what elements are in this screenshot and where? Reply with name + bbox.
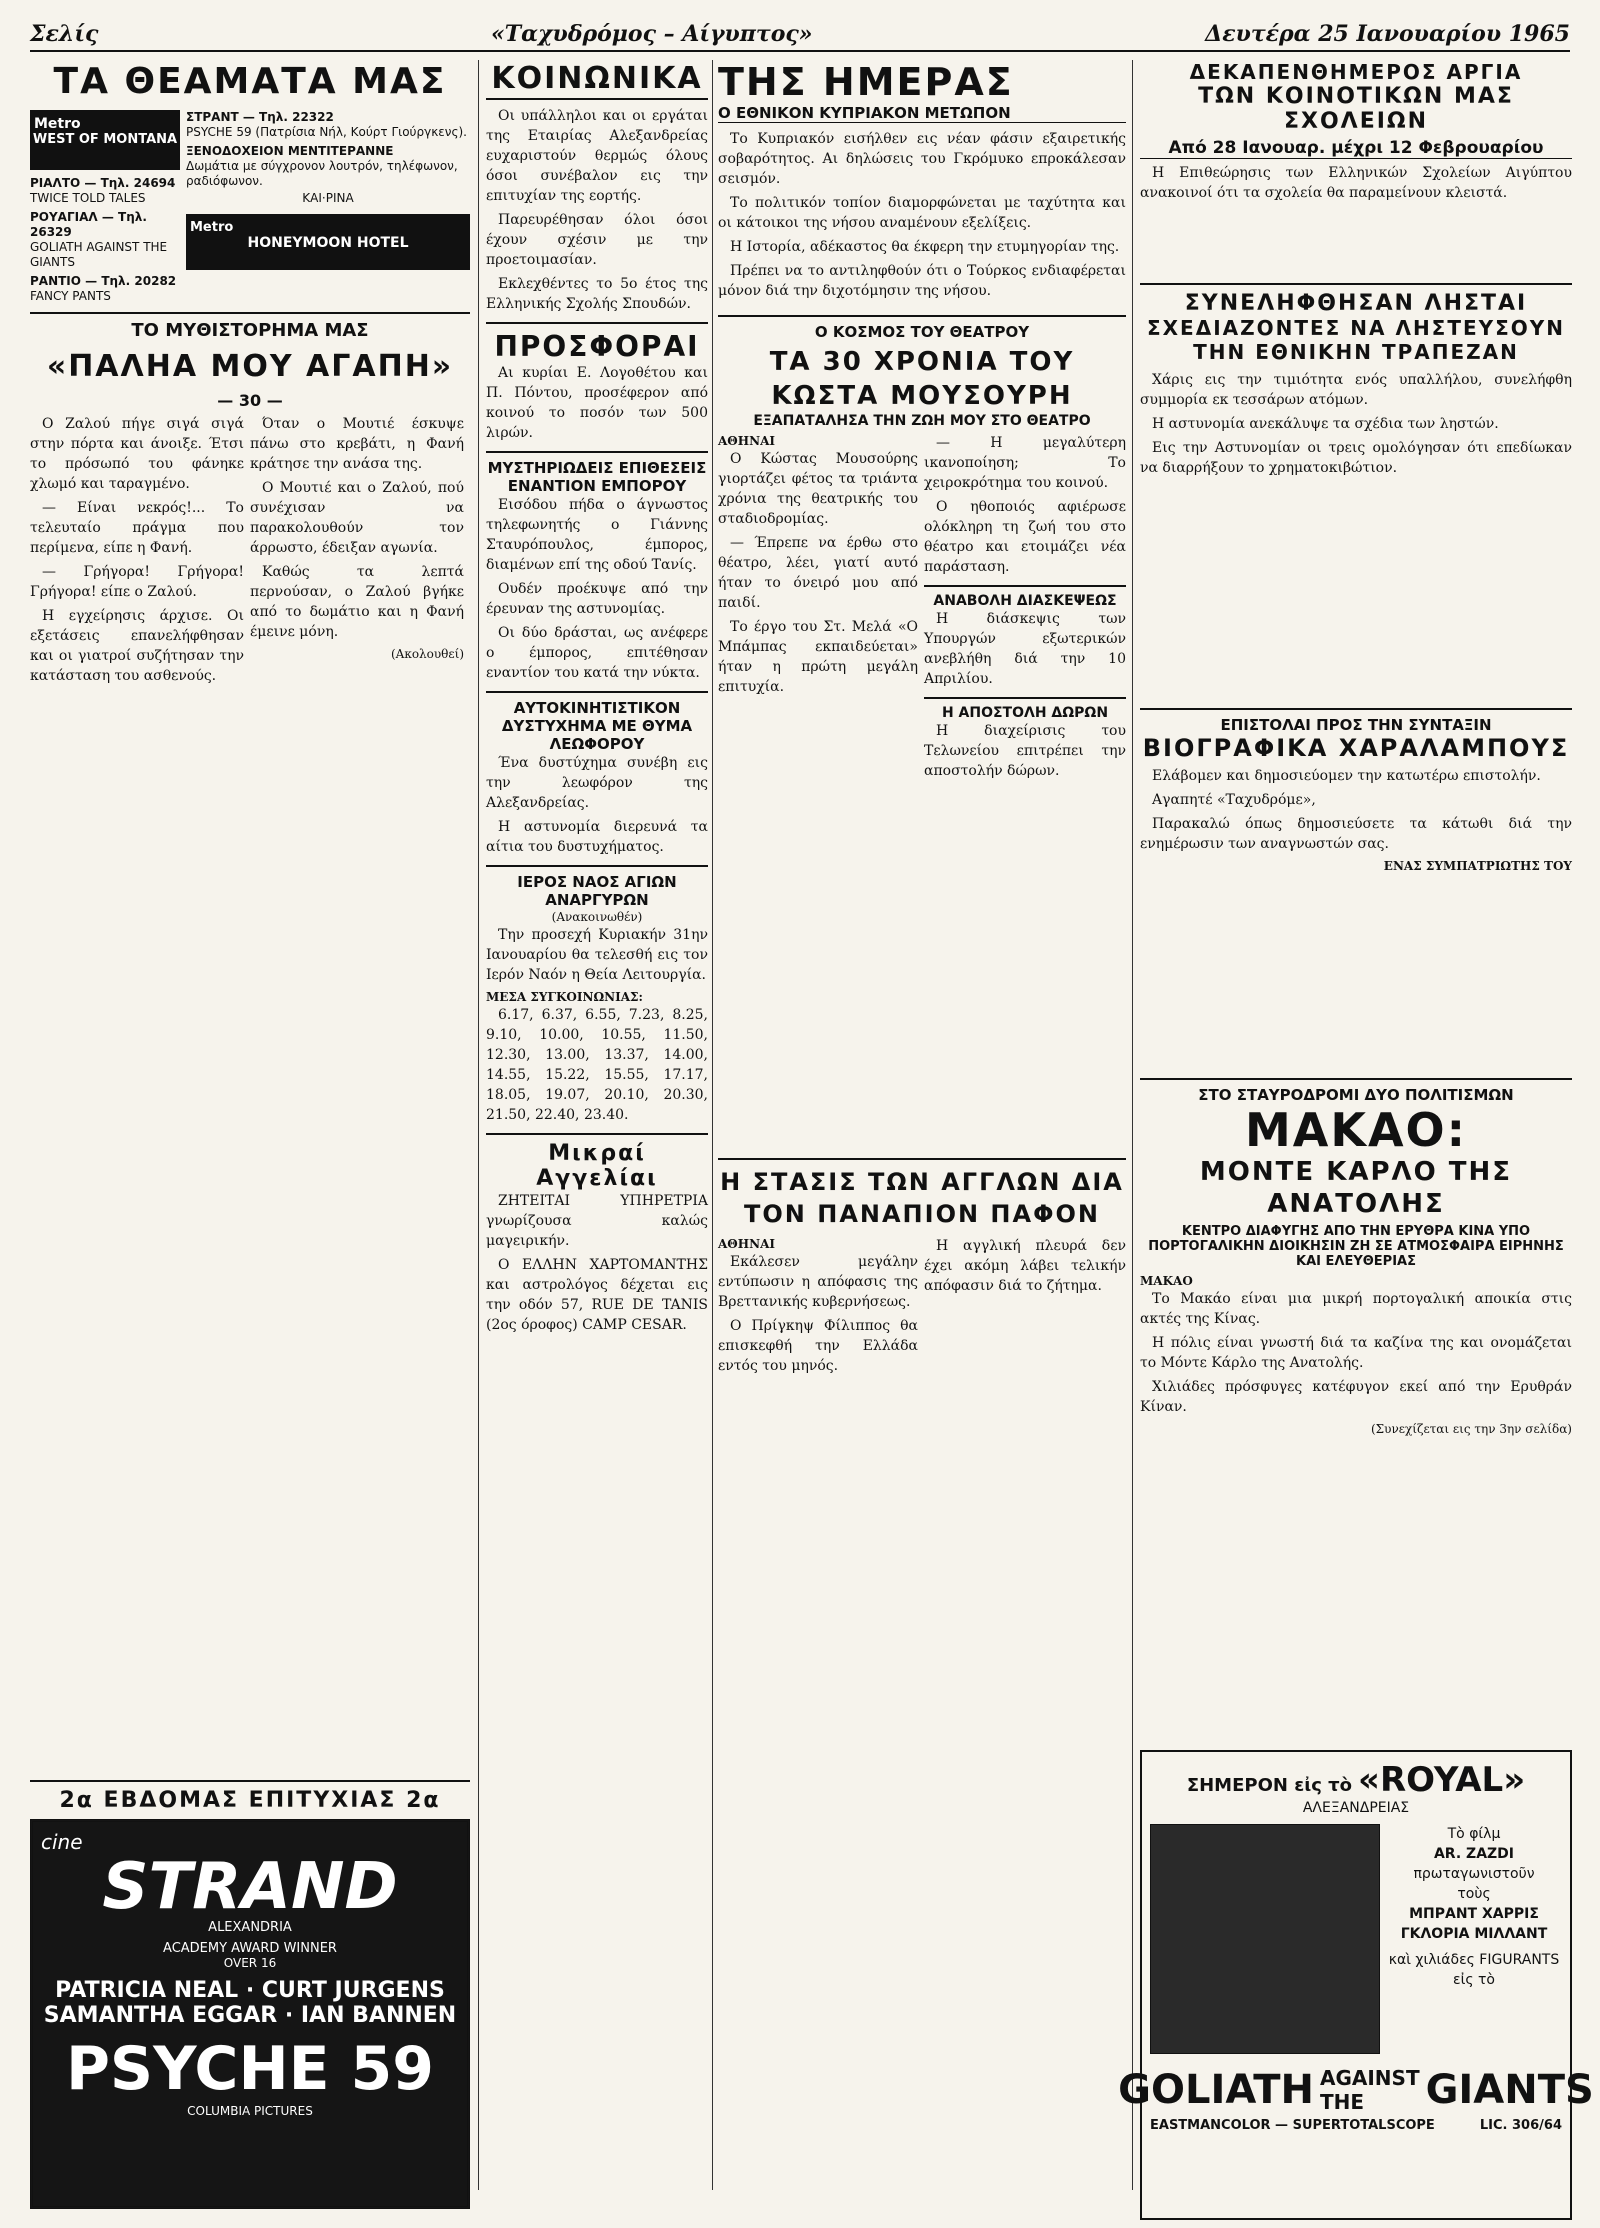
macao-paragraph: Το Μακάο είναι μια μικρή πορτογαλική αποικία στις ακτές της Κίνας. (1140, 1291, 1572, 1327)
day-paragraph: Το πολιτικόν τοπίον διαμορφώνεται με ταχύτητα και οι κάτοικοι της νήσου αναμένουν εξελίξεις. (718, 195, 1126, 231)
day-paragraph: Το Κυπριακόν εισήλθεν εις νέαν φάσιν εξαιρετικής σοβαρότητος. Αι δηλώσεις του Γκρόμυκο επροκάλεσαν σεισμόν. (718, 131, 1126, 187)
letters-label: ΕΠΙΣΤΟΛΑΙ ΠΡΟΣ ΤΗΝ ΣΥΝΤΑΞΙΝ (1220, 716, 1492, 734)
novel-installment: — 30 — (217, 391, 283, 410)
royal-star-1: ΜΠΡΑΝΤ ΧΑΡΡΙΣ (1409, 1906, 1539, 1922)
macao-headline-2: ΜΟΝΤΕ ΚΑΡΛΟ ΤΗΣ ΑΝΑΤΟΛΗΣ (1199, 1157, 1513, 1219)
dateline: ΑΘΗΝΑΙ (718, 434, 775, 448)
theatre-subheadline: ΕΞΑΠΑΤΑΛΗΣΑ ΤΗΝ ΖΩΗ ΜΟΥ ΣΤΟ ΘΕΑΤΡΟ (753, 413, 1091, 429)
royal-film-label: Τὸ φίλμ (1447, 1826, 1501, 1842)
day-title: ΤΗΣ ΗΜΕΡΑΣ (718, 60, 1014, 104)
macao-paragraph: Η πόλις είναι γνωστή διά τα καζίνα της και ονομάζεται το Μόντε Κάρλο της Ανατολής. (1140, 1335, 1572, 1371)
robbers-paragraph: Χάρις εις την τιμιότητα ενός υπαλλήλου, συνελήφθη συμμορία εκ τεσσάρων ατόμων. (1140, 372, 1572, 408)
letters-paragraph: Παρακαλώ όπως δημοσιεύσετε τα κάτωθι διά την ενημέρωσιν των αναγνωστών σας. (1140, 816, 1572, 852)
novel-paragraph: Η εγχείρησις άρχισε. Οι εξετάσεις επανελήφθησαν και οι γιατροί συζήτησαν την κατάσταση του ασθενούς. (30, 608, 244, 684)
royal-who: τοὺς (1457, 1886, 1491, 1902)
mystery-paragraph: Εισόδου πήδα ο άγνωστος τηλεφωνητής ο Γιάννης Σταυρόπουλος, έμπορος, διαμένων επί της οδού Τανίς. (486, 497, 708, 573)
strand-logo: STRAND (102, 1850, 398, 1924)
honeymoon-title: HONEYMOON HOTEL (247, 235, 409, 251)
age-rating: OVER 16 (223, 1956, 277, 1970)
holiday-headline: ΔΕΚΑΠΕΝΘΗΜΕΡΟΣ ΑΡΓΙΑ (1189, 60, 1523, 84)
stasis-paragraph: Η αγγλική πλευρά δεν έχει ακόμη λάβει τελικήν απόφασιν διά το ζήτημα. (924, 1238, 1126, 1294)
theatre-paragraph: — Η μεγαλύτερη ικανοποίηση; Το χειροκρότημα του κοινού. (924, 435, 1126, 491)
gifts-headline: Η ΑΠΟΣΤΟΛΗ ΔΩΡΩΝ (924, 697, 1126, 721)
novel-label: ΤΟ ΜΥΘΙΣΤΟΡΗΜΑ ΜΑΣ (131, 320, 369, 341)
accident-paragraph: Η αστυνομία διερευνά τα αίτια του δυστυχήματος. (486, 819, 708, 855)
novel-title: «ΠΑΛΗΑ ΜΟΥ ΑΓΑΠΗ» (46, 349, 454, 384)
psyche-59-title: PSYCHE 59 (65, 2034, 435, 2104)
novel-paragraph: — Είναι νεκρός!... Το τελευταίο πράγμα που περίμενα, είπε η Φανή. (30, 500, 244, 556)
metro-film-title: WEST OF MONTANA (32, 132, 178, 147)
license-number: LIC. 306/64 (1479, 2118, 1562, 2133)
metro-logo: Metro (34, 116, 81, 132)
robbers-paragraph: Η αστυνομία ανεκάλυψε τα σχέδια των ληστών. (1152, 416, 1499, 432)
macao-headline: ΜΑΚΑΟ: (1244, 1103, 1468, 1157)
issue-date: Δευτέρα 25 Ιανουαρίου 1965 (1205, 21, 1570, 47)
cast-line-1: PATRICIA NEAL · CURT JURGENS (55, 1978, 445, 2003)
royal-extras: καὶ χιλιάδες FIGURANTS εἰς τὸ (1388, 1952, 1560, 1988)
against-label: AGAINST THE (1319, 2066, 1420, 2114)
novel-paragraph: Καθώς τα λεπτά περνούσαν, ο Ζαλού βγήκε από το δωμάτιο και η Φανή έμεινε μόνη. (250, 564, 464, 640)
robbers-headline: ΣΥΝΕΛΗΦΘΗΣΑΝ ΛΗΣΤΑΙ (1184, 291, 1528, 316)
royal-label: ΡΟΥΑΓΙΑΛ — Τηλ. 26329 (30, 210, 147, 239)
royal-film: GOLIATH AGAINST THE GIANTS (30, 240, 168, 269)
mystery-headline: ΜΥΣΤΗΡΙΩΔΕΙΣ ΕΠΙΘΕΣΕΙΣ ΕΝΑΝΤΙΟΝ ΕΜΠΟΡΟΥ (486, 451, 708, 495)
macao-subheadline: ΚΕΝΤΡΟ ΔΙΑΦΥΓΗΣ ΑΠΟ ΤΗΝ ΕΡΥΘΡΑ ΚΙΝΑ ΥΠΟ ΠΟΡΤΟΓΑΛΙΚΗΝ ΔΙΟΙΚΗΣΙΝ ΖΗ ΣΕ ΑΤΜΟΣΦΑΙΡΑ ΕΙΡΗΝΗΣ ΚΑΙ ΕΛΕΥΘΕΡΙΑΣ (1148, 1224, 1564, 1269)
novel-paragraph: Όταν ο Μουτιέ έσκυψε πάνω στο κρεβάτι, η Φανή κράτησε την ανάσα της. (250, 416, 464, 472)
church-subtitle: (Ανακοινωθέν) (551, 910, 643, 924)
column-1 (30, 60, 470, 2220)
strand-cinema-ad (30, 1819, 470, 2209)
church-paragraph: Την προσεχή Κυριακήν 31ην Ιανουαρίου θα τελεσθή εις τον Ιερόν Ναόν η Θεία Λειτουργία. (486, 927, 708, 983)
accident-paragraph: Ένα δυστύχημα συνέβη εις την λεωφόρον της Αλεξανδρείας. (486, 755, 708, 811)
dateline: ΜΑΚΑΟ (1140, 1274, 1193, 1288)
cast-line-2: SAMANTHA EGGAR · IAN BANNEN (43, 2003, 457, 2028)
holiday-dates: Από 28 Ιανουαρ. μέχρι 12 Φεβρουαρίου (1140, 138, 1572, 159)
dateline: ΑΘΗΝΑΙ (718, 1237, 775, 1251)
page-header (30, 18, 1570, 52)
social-paragraph: Οι υπάλληλοι και οι εργάται της Εταιρίας Αλεξανδρείας ευχαριστούν θερμώς όλους όσοι συνέβαλον εις την επιτυχίαν της εορτής. (486, 108, 708, 204)
social-paragraph: Εκλεχθέντες το 5ο έτος της Ελληνικής Σχολής Σπουδών. (486, 276, 708, 312)
hotel-text: Δωμάτια με σύγχρονον λουτρόν, τηλέφωνον, ραδιόφωνον. (186, 159, 458, 188)
accident-headline: ΑΥΤΟΚΙΝΗΤΙΣΤΙΚΟΝ ΔΥΣΤΥΧΗΜΑ ΜΕ ΘΥΜΑ ΛΕΩΦΟΡΟΥ (486, 691, 708, 753)
giants-title: GIANTS (1425, 2067, 1594, 2113)
theatre-paragraph: Ο Κώστας Μουσούρης γιορτάζει φέτος τα τριάντα χρόνια της θεατρικής του σταδιοδρομίας. (718, 451, 918, 527)
theatre-section-label: Ο ΚΟΣΜΟΣ ΤΟΥ ΘΕΑΤΡΟΥ (814, 323, 1030, 341)
radio-label: ΡΑΝΤΙΟ — Τηλ. 20282 (30, 274, 177, 288)
film-format: EASTMANCOLOR — SUPERTOTALSCOPE (1150, 2118, 1435, 2133)
academy-award-text: ACADEMY AWARD WINNER (163, 1941, 337, 1956)
novel-paragraph: Ο Μουτιέ και ο Ζαλού, πού συνέχισαν να παρακολουθούν τον άρρωστο, έδειξαν αγωνία. (250, 480, 464, 556)
church-headline: ΙΕΡΟΣ ΝΑΟΣ ΑΓΙΩΝ ΑΝΑΡΓΥΡΩΝ (486, 865, 708, 909)
macao-continued: (Συνεχίζεται εις την 3ην σελίδα) (1371, 1422, 1572, 1436)
rialto-film: TWICE TOLD TALES (30, 191, 146, 205)
letters-signature: ΕΝΑΣ ΣΥΜΠΑΤΡΙΩΤΗΣ ΤΟΥ (1383, 859, 1572, 873)
stasis-paragraph: Ο Πρίγκηψ Φίλιππος θα επισκεφθή την Ελλάδα εντός του μηνός. (718, 1318, 918, 1374)
postpone-headline: ΑΝΑΒΟΛΗ ΔΙΑΣΚΕΨΕΩΣ (924, 585, 1126, 609)
offers-paragraph: Αι κυρίαι Ε. Λογοθέτου και Π. Πόντου, προσέφερον από κοινού το ποσόν των 500 λιρών. (486, 365, 708, 441)
column-4 (1118, 60, 1594, 2220)
honeymoon-ad (186, 214, 470, 270)
strand-label: ΣΤΡΑΝΤ — Τηλ. 22322 (186, 110, 334, 124)
macao-paragraph: Χιλιάδες πρόσφυγες κατέφυγον εκεί από την Ερυθράν Κίναν. (1140, 1379, 1572, 1415)
transport-label: ΜΕΣΑ ΣΥΓΚΟΙΝΩΝΙΑΣ: (486, 990, 643, 1004)
novel-continued: (Ακολουθεί) (390, 647, 464, 661)
classified-ad: ΖΗΤΕΙΤΑΙ ΥΠΗΡΕΤΡΙΑ γνωρίζουσα καλώς μαγειρικήν. (486, 1193, 708, 1249)
theatres-title: ΤΑ ΘΕΑΜΑΤΑ ΜΑΣ (53, 61, 447, 102)
distributor-label: COLUMBIA PICTURES (187, 2104, 313, 2118)
postpone-paragraph: Η διάσκεψις των Υπουργών εξωτερικών ανεβλήθη διά την 10 Απριλίου. (924, 611, 1126, 687)
day-paragraph: Πρέπει να το αντιληφθούν ότι ο Τούρκος ενδιαφέρεται μόνον διά την διχοτόμησιν της νήσου. (718, 263, 1126, 299)
royal-today: ΣΗΜΕΡΟΝ εἰς τὸ (1186, 1775, 1353, 1796)
radio-film: FANCY PANTS (30, 289, 111, 303)
stasis-paragraph: Εκάλεσεν μεγάλην εντύπωσιν η απόφασις της Βρεττανικής κυβερνήσεως. (718, 1254, 918, 1310)
day-paragraph: Η Ιστορία, αδέκαστος θα έκφερη την ετυμηγορίαν της. (730, 239, 1120, 255)
letters-headline: ΒΙΟΓΡΑΦΙΚΑ ΧΑΡΑΛΑΜΠΟΥΣ (1142, 734, 1570, 762)
royal-cinema-ad (1118, 1750, 1594, 2220)
royal-name: «ROYAL» (1358, 1760, 1526, 1800)
royal-starring: πρωταγωνιστοῦν (1413, 1866, 1535, 1882)
letters-paragraph: Ελάβομεν και δημοσιεύομεν την κατωτέρω επιστολήν. (1152, 768, 1541, 784)
day-subtitle: Ο ΕΘΝΙΚΟΝ ΚΥΠΡΙΑΚΟΝ ΜΕΤΩΠΟΝ (718, 104, 1126, 123)
social-paragraph: Παρευρέθησαν όλοι όσοι έχουν σχέσιν με την προετοιμασίαν. (486, 212, 708, 268)
theatre-paragraph: — Έπρεπε να έρθω στο θέατρο, λέει, γιατί αυτό ήταν το όνειρό μου από παιδί. (718, 535, 918, 611)
offers-title: ΠΡΟΣΦΟΡΑΙ (486, 322, 708, 363)
holiday-headline-2: ΤΩΝ ΚΟΙΝΟΤΙΚΩΝ ΜΑΣ ΣΧΟΛΕΙΩΝ (1198, 84, 1514, 134)
rialto-label: ΡΙΑΛΤΟ — Τηλ. 24694 (30, 176, 176, 190)
column-2 (486, 60, 708, 2220)
royal-star-2: ΓΚΛΟΡΙΑ ΜΙΛΛΑΝΤ (1400, 1926, 1548, 1942)
classified-ad: Ο ΕΛΛΗΝ ΧΑΡΤΟΜΑΝΤΗΣ και αστρολόγος δέχεται εις την οδόν 57, RUE DE TANIS (2ος όροφος) CAMP CESAR. (486, 1257, 708, 1333)
poster-illustration (1150, 1824, 1380, 2054)
theatre-paragraph: Το έργο του Στ. Μελά «Ο Μπάμπας εκπαιδεύεται» ήταν η πρώτη μεγάλη επιτυχία. (718, 619, 918, 695)
metro-logo: Metro (190, 220, 234, 235)
stasis-headline: Η ΣΤΑΣΙΣ ΤΩΝ ΑΓΓΛΩΝ ΔΙΑ ΤΟΝ ΠΑΝΑΠΙΟΝ ΠΑΦΟΝ (720, 1168, 1124, 1228)
column-rule (712, 60, 713, 2190)
robbers-headline-2: ΣΧΕΔΙΑΖΟΝΤΕΣ ΝΑ ΛΗΣΤΕΥΣΟΥΝ (1146, 316, 1566, 340)
strand-film: PSYCHE 59 (Πατρίσια Νήλ, Κούρτ Γιούργκενς). (186, 125, 467, 139)
cine-label: cine (41, 1830, 83, 1854)
royal-city: ΑΛΕΞΑΝΔΡΕΙΑΣ (1302, 1800, 1410, 1816)
column-3 (718, 60, 1126, 2220)
metro-ad (30, 110, 180, 170)
mystery-paragraph: Ουδέν προέκυψε από την έρευναν της αστυνομίας. (486, 581, 708, 617)
page-number: Σελίς (30, 21, 99, 47)
novel-paragraph: — Γρήγορα! Γρήγορα! Γρήγορα! είπε ο Ζαλού. (30, 564, 244, 600)
royal-producer: AR. ZAZDI (1433, 1846, 1515, 1862)
strand-city: ALEXANDRIA (208, 1920, 292, 1935)
column-rule (1132, 60, 1133, 2190)
letters-greeting: Αγαπητέ «Ταχυδρόμε», (1152, 792, 1316, 808)
robbers-paragraph: Εις την Αστυνομίαν οι τρεις ομολόγησαν ότι επεδίωκαν να διαρρήξουν το χρηματοκιβώτιον. (1140, 440, 1572, 476)
gifts-paragraph: Η διαχείρισις του Τελωνείου επιτρέπει την αποστολήν δώρων. (924, 723, 1126, 779)
social-title: ΚΟΙΝΩΝΙΚΑ (486, 60, 708, 100)
column-rule (478, 60, 479, 2190)
mystery-paragraph: Οι δύο δράσται, ως ανέφερε ο έμπορος, επιτέθησαν εναντίον του κατά την νύκτα. (486, 625, 708, 681)
macao-section-label: ΣΤΟ ΣΤΑΥΡΟΔΡΟΜΙ ΔΥΟ ΠΟΛΙΤΙΣΜΩΝ (1198, 1086, 1514, 1104)
hotel-label: ΞΕΝΟΔΟΧΕΙΟΝ ΜΕΝΤΙΤΕΡΑΝΝΕ (186, 144, 394, 158)
robbers-headline-3: ΤΗΝ ΕΘΝΙΚΗΝ ΤΡΑΠΕΖΑΝ (1193, 340, 1519, 364)
novel-paragraph: Ο Ζαλού πήγε σιγά σιγά στην πόρτα και άνοιξε. Έτσι το πρόσωπό του φάνηκε χλωμό και ταραγμένο. (30, 416, 244, 492)
goliath-title: GOLIATH (1118, 2067, 1314, 2113)
holiday-paragraph: Η Επιθεώρησις των Ελληνικών Σχολείων Αιγύπτου ανακοινοί ότι τα σχολεία θα παραμείνουν κλειστά. (1140, 165, 1572, 201)
transport-times: 6.17, 6.37, 6.55, 7.23, 8.25, 9.10, 10.00, 10.55, 11.50, 12.30, 13.00, 13.37, 14.00, 14.55, 15.22, 15.55, 17.17, 18.05, 19.07, 20.10, 20.30, 21.50, 22.40, 23.40. (486, 1007, 708, 1123)
kairina-label: ΚΑΙ·ΡΙΝΑ (302, 191, 354, 205)
newspaper-name: «Ταχυδρόμος – Αίγυπτος» (491, 21, 813, 47)
strand-week-banner: 2α ΕΒΔΟΜΑΣ ΕΠΙΤΥΧΙΑΣ 2α (30, 1780, 470, 1813)
theatre-paragraph: Ο ηθοποιός αφιέρωσε ολόκληρη τη ζωή του στο θέατρο και ετοιμάζει νέα παράσταση. (924, 499, 1126, 575)
classifieds-title: Μικραί Αγγελίαι (486, 1133, 708, 1191)
theatre-headline: ΤΑ 30 ΧΡΟΝΙΑ ΤΟΥ ΚΩΣΤΑ ΜΟΥΣΟΥΡΗ (769, 347, 1075, 411)
